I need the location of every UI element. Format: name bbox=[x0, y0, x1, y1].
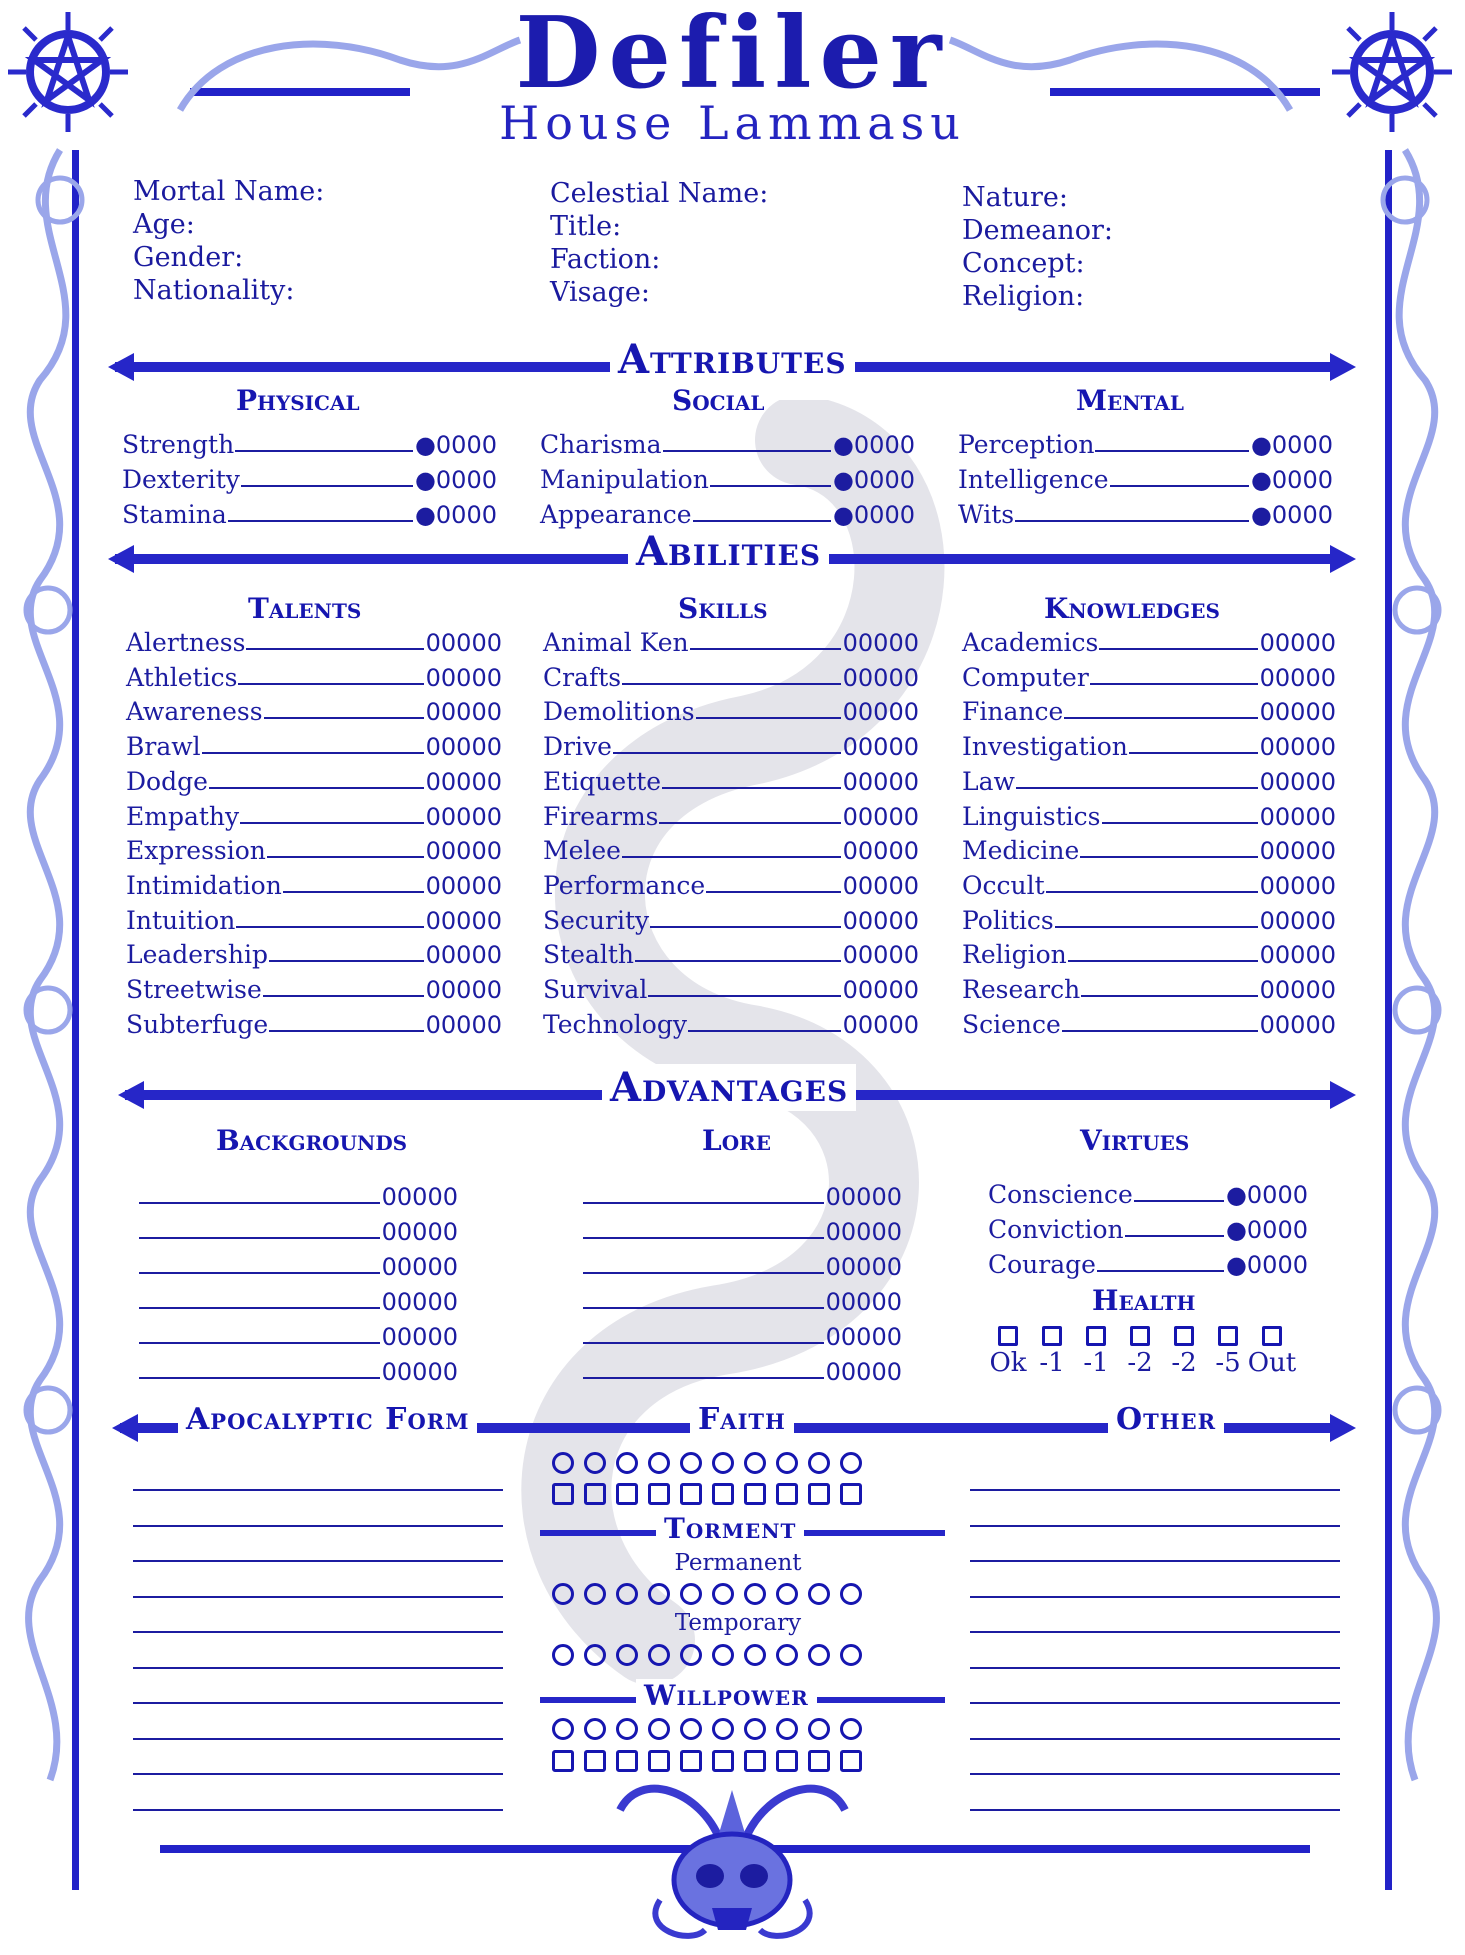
track-circle[interactable] bbox=[584, 1718, 606, 1740]
writing-line[interactable] bbox=[133, 1560, 503, 1562]
track-circle[interactable] bbox=[584, 1452, 606, 1474]
track-circle[interactable] bbox=[584, 1583, 606, 1605]
trait-row[interactable]: Crafts 00000 bbox=[543, 662, 919, 692]
track-circle[interactable] bbox=[776, 1583, 798, 1605]
trait-row[interactable]: Politics 00000 bbox=[962, 905, 1336, 935]
faith-heading: Faith bbox=[690, 1402, 794, 1437]
writing-line[interactable] bbox=[970, 1738, 1340, 1740]
track-circle[interactable] bbox=[648, 1718, 670, 1740]
trait-row[interactable]: Wits ●0000 bbox=[958, 500, 1333, 529]
track-circle[interactable] bbox=[648, 1452, 670, 1474]
banner-arrow-left-icon bbox=[108, 353, 134, 381]
trait-row[interactable]: Awareness 00000 bbox=[126, 697, 502, 727]
blank-trait-row[interactable]: 00000 bbox=[138, 1351, 458, 1386]
trait-row[interactable]: Intelligence ●0000 bbox=[958, 465, 1333, 494]
trait-row[interactable]: Dodge 00000 bbox=[126, 766, 502, 796]
trait-row[interactable]: Law 00000 bbox=[962, 766, 1336, 796]
track-box[interactable] bbox=[744, 1750, 766, 1772]
writing-line[interactable] bbox=[970, 1631, 1340, 1633]
trait-row[interactable]: Perception ●0000 bbox=[958, 430, 1333, 459]
virtues-heading: Virtues bbox=[1080, 1124, 1190, 1157]
track-box[interactable] bbox=[552, 1750, 574, 1772]
banner-arrow-right-icon bbox=[1330, 545, 1356, 573]
track-circle[interactable] bbox=[712, 1644, 734, 1666]
age-label[interactable]: Age: bbox=[133, 209, 195, 240]
advantages-heading: Advantages bbox=[602, 1064, 856, 1111]
concept-label[interactable]: Concept: bbox=[962, 248, 1085, 279]
track-circle[interactable] bbox=[776, 1452, 798, 1474]
blank-trait-row[interactable]: 00000 bbox=[138, 1211, 458, 1246]
writing-line[interactable] bbox=[133, 1596, 503, 1598]
banner-arrow-right-icon bbox=[1330, 1414, 1356, 1442]
willpower-boxes[interactable] bbox=[552, 1750, 872, 1772]
banner-arrow-right-icon bbox=[1330, 353, 1356, 381]
banner-arrow-left-icon bbox=[108, 545, 134, 573]
mortal-name-label[interactable]: Mortal Name: bbox=[133, 176, 325, 207]
track-circle[interactable] bbox=[808, 1644, 830, 1666]
abilities-heading: Abilities bbox=[628, 528, 829, 575]
writing-line[interactable] bbox=[133, 1738, 503, 1740]
track-box[interactable] bbox=[808, 1750, 830, 1772]
blank-trait-row[interactable]: 00000 bbox=[582, 1211, 902, 1246]
skills-heading: Skills bbox=[678, 592, 768, 625]
track-box[interactable] bbox=[776, 1483, 798, 1505]
lore-heading: Lore bbox=[702, 1124, 771, 1157]
trait-row[interactable]: Expression 00000 bbox=[126, 836, 502, 866]
info-column-2 bbox=[550, 177, 768, 309]
trait-row[interactable]: Religion 00000 bbox=[962, 940, 1336, 970]
trait-row[interactable]: Medicine 00000 bbox=[962, 836, 1336, 866]
blank-trait-row[interactable]: 00000 bbox=[138, 1281, 458, 1316]
trait-row[interactable]: Athletics 00000 bbox=[126, 662, 502, 692]
trait-row[interactable]: Investigation 00000 bbox=[962, 732, 1336, 762]
writing-line[interactable] bbox=[133, 1489, 503, 1491]
nationality-label[interactable]: Nationality: bbox=[133, 275, 295, 306]
title-label[interactable]: Title: bbox=[550, 211, 622, 242]
track-box[interactable] bbox=[776, 1750, 798, 1772]
trait-row[interactable]: Empathy 00000 bbox=[126, 801, 502, 831]
info-column-3 bbox=[962, 181, 1113, 313]
trait-row[interactable]: Alertness 00000 bbox=[126, 628, 502, 657]
track-box[interactable] bbox=[552, 1483, 574, 1505]
trait-row[interactable]: Leadership 00000 bbox=[126, 940, 502, 970]
track-circle[interactable] bbox=[840, 1583, 862, 1605]
sheet-title: Defiler bbox=[515, 0, 950, 111]
trait-row[interactable]: Performance 00000 bbox=[543, 870, 919, 900]
blank-trait-row[interactable]: 00000 bbox=[138, 1176, 458, 1211]
track-circle[interactable] bbox=[680, 1452, 702, 1474]
trait-row[interactable]: Streetwise 00000 bbox=[126, 975, 502, 1004]
track-circle[interactable] bbox=[808, 1718, 830, 1740]
health-level[interactable]: Ok bbox=[986, 1326, 1030, 1378]
faith-boxes[interactable] bbox=[552, 1483, 872, 1505]
torment-temporary-label: Temporary bbox=[674, 1610, 802, 1636]
writing-line[interactable] bbox=[970, 1525, 1340, 1527]
religion-label[interactable]: Religion: bbox=[962, 281, 1085, 312]
track-circle[interactable] bbox=[552, 1718, 574, 1740]
blank-trait-row[interactable]: 00000 bbox=[582, 1281, 902, 1316]
writing-line[interactable] bbox=[970, 1809, 1340, 1811]
track-circle[interactable] bbox=[776, 1718, 798, 1740]
track-circle[interactable] bbox=[744, 1644, 766, 1666]
track-circle[interactable] bbox=[712, 1452, 734, 1474]
track-circle[interactable] bbox=[680, 1644, 702, 1666]
trait-row[interactable]: Computer 00000 bbox=[962, 662, 1336, 692]
track-circle[interactable] bbox=[712, 1718, 734, 1740]
writing-line[interactable] bbox=[970, 1773, 1340, 1775]
blank-trait-row[interactable]: 00000 bbox=[138, 1246, 458, 1281]
track-box[interactable] bbox=[584, 1483, 606, 1505]
mental-heading: Mental bbox=[1076, 384, 1184, 417]
skull-ornament-icon bbox=[600, 1780, 865, 1950]
track-box[interactable] bbox=[808, 1483, 830, 1505]
health-level[interactable]: Out bbox=[1250, 1326, 1294, 1378]
track-circle[interactable] bbox=[744, 1452, 766, 1474]
banner-arrow-right-icon bbox=[1330, 1081, 1356, 1109]
trait-row[interactable]: Finance 00000 bbox=[962, 697, 1336, 727]
blank-trait-row[interactable]: 00000 bbox=[582, 1351, 902, 1386]
willpower-heading: Willpower bbox=[636, 1679, 817, 1712]
track-box[interactable] bbox=[840, 1750, 862, 1772]
track-box[interactable] bbox=[648, 1750, 670, 1772]
trait-row[interactable]: Survival 00000 bbox=[543, 975, 919, 1004]
trait-row[interactable]: Firearms 00000 bbox=[543, 801, 919, 831]
track-circle[interactable] bbox=[680, 1583, 702, 1605]
faith-dots[interactable] bbox=[552, 1452, 872, 1474]
right-vine-decoration bbox=[1325, 140, 1465, 1840]
trait-row[interactable]: Occult 00000 bbox=[962, 870, 1336, 900]
health-level[interactable]: -1 bbox=[1074, 1326, 1118, 1378]
track-box[interactable] bbox=[680, 1483, 702, 1505]
attributes-heading: Attributes bbox=[610, 336, 855, 383]
trait-row[interactable]: Melee 00000 bbox=[543, 836, 919, 866]
health-heading: Health bbox=[1092, 1284, 1196, 1317]
track-circle[interactable] bbox=[616, 1452, 638, 1474]
left-vine-decoration bbox=[0, 140, 140, 1840]
torment-permanent-dots[interactable] bbox=[552, 1583, 872, 1605]
trait-row[interactable]: Strength ●0000 bbox=[122, 430, 497, 459]
faction-label[interactable]: Faction: bbox=[550, 244, 661, 275]
blank-trait-row[interactable]: 00000 bbox=[582, 1246, 902, 1281]
trait-row[interactable]: Courage ●0000 bbox=[988, 1250, 1308, 1279]
trait-row[interactable]: Conviction ●0000 bbox=[988, 1215, 1308, 1244]
writing-line[interactable] bbox=[133, 1702, 503, 1704]
celestial-name-label[interactable]: Celestial Name: bbox=[550, 178, 769, 209]
trait-row[interactable]: Manipulation ●0000 bbox=[540, 465, 915, 494]
track-circle[interactable] bbox=[616, 1583, 638, 1605]
track-circle[interactable] bbox=[584, 1644, 606, 1666]
track-circle[interactable] bbox=[616, 1718, 638, 1740]
blank-trait-row[interactable]: 00000 bbox=[582, 1176, 902, 1211]
trait-row[interactable]: Dexterity ●0000 bbox=[122, 465, 497, 494]
trait-row[interactable]: Stealth 00000 bbox=[543, 940, 919, 970]
trait-row[interactable]: Appearance ●0000 bbox=[540, 500, 915, 529]
visage-label[interactable]: Visage: bbox=[550, 277, 650, 308]
trait-row[interactable]: Subterfuge 00000 bbox=[126, 1009, 502, 1039]
track-box[interactable] bbox=[712, 1750, 734, 1772]
writing-line[interactable] bbox=[970, 1560, 1340, 1562]
track-circle[interactable] bbox=[808, 1583, 830, 1605]
trait-row[interactable]: Demolitions 00000 bbox=[543, 697, 919, 727]
health-track bbox=[986, 1326, 1297, 1378]
track-circle[interactable] bbox=[712, 1583, 734, 1605]
track-circle[interactable] bbox=[552, 1452, 574, 1474]
track-circle[interactable] bbox=[808, 1452, 830, 1474]
health-level[interactable]: -2 bbox=[1162, 1326, 1206, 1378]
track-circle[interactable] bbox=[552, 1583, 574, 1605]
trait-row[interactable]: Etiquette 00000 bbox=[543, 766, 919, 796]
writing-line[interactable] bbox=[133, 1667, 503, 1669]
writing-line[interactable] bbox=[133, 1525, 503, 1527]
track-box[interactable] bbox=[680, 1750, 702, 1772]
trait-row[interactable]: Intimidation 00000 bbox=[126, 870, 502, 900]
writing-line[interactable] bbox=[133, 1631, 503, 1633]
knowledges-heading: Knowledges bbox=[1044, 592, 1220, 625]
track-box[interactable] bbox=[840, 1483, 862, 1505]
torment-heading: Torment bbox=[656, 1512, 804, 1545]
gender-label[interactable]: Gender: bbox=[133, 242, 244, 273]
trait-row[interactable]: Science 00000 bbox=[962, 1009, 1336, 1039]
blank-trait-row[interactable]: 00000 bbox=[138, 1316, 458, 1351]
health-level[interactable]: -1 bbox=[1030, 1326, 1074, 1378]
writing-line[interactable] bbox=[133, 1773, 503, 1775]
trait-row[interactable]: Intuition 00000 bbox=[126, 905, 502, 935]
track-box[interactable] bbox=[648, 1483, 670, 1505]
track-box[interactable] bbox=[584, 1750, 606, 1772]
track-circle[interactable] bbox=[840, 1452, 862, 1474]
trait-row[interactable]: Brawl 00000 bbox=[126, 732, 502, 762]
trait-row[interactable]: Conscience ●0000 bbox=[988, 1180, 1308, 1209]
banner-arrow-left-icon bbox=[112, 1414, 138, 1442]
track-box[interactable] bbox=[616, 1750, 638, 1772]
trait-row[interactable]: Stamina ●0000 bbox=[122, 500, 497, 529]
trait-row[interactable]: Security 00000 bbox=[543, 905, 919, 935]
other-heading: Other bbox=[1108, 1402, 1224, 1437]
track-box[interactable] bbox=[712, 1483, 734, 1505]
track-circle[interactable] bbox=[744, 1583, 766, 1605]
apocalyptic-form-heading: Apocalyptic Form bbox=[178, 1402, 477, 1437]
track-box[interactable] bbox=[616, 1483, 638, 1505]
info-column-1 bbox=[133, 175, 324, 307]
writing-line[interactable] bbox=[970, 1489, 1340, 1491]
track-circle[interactable] bbox=[616, 1644, 638, 1666]
writing-line[interactable] bbox=[970, 1667, 1340, 1669]
torment-temporary-dots[interactable] bbox=[552, 1644, 872, 1666]
nature-label[interactable]: Nature: bbox=[962, 182, 1068, 213]
backgrounds-heading: Backgrounds bbox=[216, 1124, 408, 1157]
physical-heading: Physical bbox=[236, 384, 360, 417]
talents-heading: Talents bbox=[248, 592, 362, 625]
trait-row[interactable]: Charisma ●0000 bbox=[540, 430, 915, 459]
track-circle[interactable] bbox=[648, 1583, 670, 1605]
trait-row[interactable]: Technology 00000 bbox=[543, 1009, 919, 1039]
writing-line[interactable] bbox=[133, 1809, 503, 1811]
house-subtitle: House Lammasu bbox=[499, 96, 966, 150]
social-heading: Social bbox=[672, 384, 765, 417]
trait-row[interactable]: Academics 00000 bbox=[962, 628, 1336, 657]
demeanor-label[interactable]: Demeanor: bbox=[962, 215, 1113, 246]
track-circle[interactable] bbox=[744, 1718, 766, 1740]
track-circle[interactable] bbox=[776, 1644, 798, 1666]
track-box[interactable] bbox=[744, 1483, 766, 1505]
torment-permanent-label: Permanent bbox=[674, 1550, 802, 1576]
writing-line[interactable] bbox=[970, 1596, 1340, 1598]
track-circle[interactable] bbox=[648, 1644, 670, 1666]
banner-arrow-left-icon bbox=[118, 1081, 144, 1109]
willpower-dots[interactable] bbox=[552, 1718, 872, 1740]
trait-row[interactable]: Animal Ken 00000 bbox=[543, 628, 919, 657]
track-circle[interactable] bbox=[840, 1718, 862, 1740]
track-circle[interactable] bbox=[840, 1644, 862, 1666]
trait-row[interactable]: Research 00000 bbox=[962, 975, 1336, 1004]
trait-row[interactable]: Linguistics 00000 bbox=[962, 801, 1336, 831]
health-level[interactable]: -2 bbox=[1118, 1326, 1162, 1378]
track-circle[interactable] bbox=[680, 1718, 702, 1740]
blank-trait-row[interactable]: 00000 bbox=[582, 1316, 902, 1351]
trait-row[interactable]: Drive 00000 bbox=[543, 732, 919, 762]
writing-line[interactable] bbox=[970, 1702, 1340, 1704]
track-circle[interactable] bbox=[552, 1644, 574, 1666]
health-level[interactable]: -5 bbox=[1206, 1326, 1250, 1378]
